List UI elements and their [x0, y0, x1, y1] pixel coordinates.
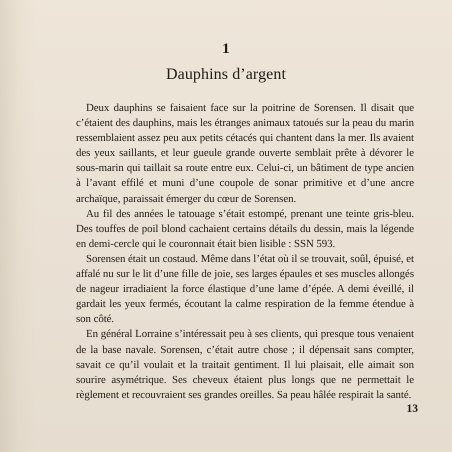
chapter-text [76, 101, 414, 403]
paragraph-2: Au fil des années le tatouage s’était estompé, prenant une teinte gris-bleu. Des touffes de poil blond cachaient certains détails du dessin, mais la légende en demi-cercle qui le couronnait était bien lisible : SSN 593. [76, 207, 414, 250]
paragraph-1: Deux dauphins se faisaient face sur la poitrine de Sorensen. Il disait que c’étaient des dauphins, mais les étranges animaux tatoués sur la peau du marin ressemblaient assez peu aux petits cétacés qui chantent dans la mer. Ils avaient des yeux saillants, et leur gueule grande ouverte semblait prête à dévorer le sous-marin qui taillait sa route entre eux. Celui-ci, un bâtiment de type ancien à l’avant effilé et muni d’une coupole de sonar primitive et d’une ancre archaïque, paraissait émerger du cœur de Sorensen. [76, 102, 414, 205]
chapter-title: Dauphins d’argent [165, 66, 287, 83]
page-number: 13 [406, 403, 418, 415]
paragraph-4: En général Lorraine s’intéressait peu à ses clients, qui presque tous venaient de la base navale. Sorensen, c’était autre chose ; il dépensait sans compter, savait ce qu’il voulait et la traitait gentiment. Il lui plaisait, elle aimait son sourire asymétrique. Ses cheveux étaient plus longs que ne permettait le règlement et recouvraient ses grandes oreilles. Sa peau hâlée respirait la santé. [76, 328, 414, 401]
chapter-number: 1 [222, 41, 230, 57]
paragraph-3: Sorensen était un costaud. Même dans l’état où il se trouvait, soûl, épuisé, et affalé nu sur le lit d’une fille de joie, ses larges épaules et ses muscles allongés de nageur irradiaient la force élastique d’une lame d’épée. A demi éveillé, il gardait les yeux fermés, écoutant la calme respiration de la femme étendue à son côté. [76, 252, 414, 326]
